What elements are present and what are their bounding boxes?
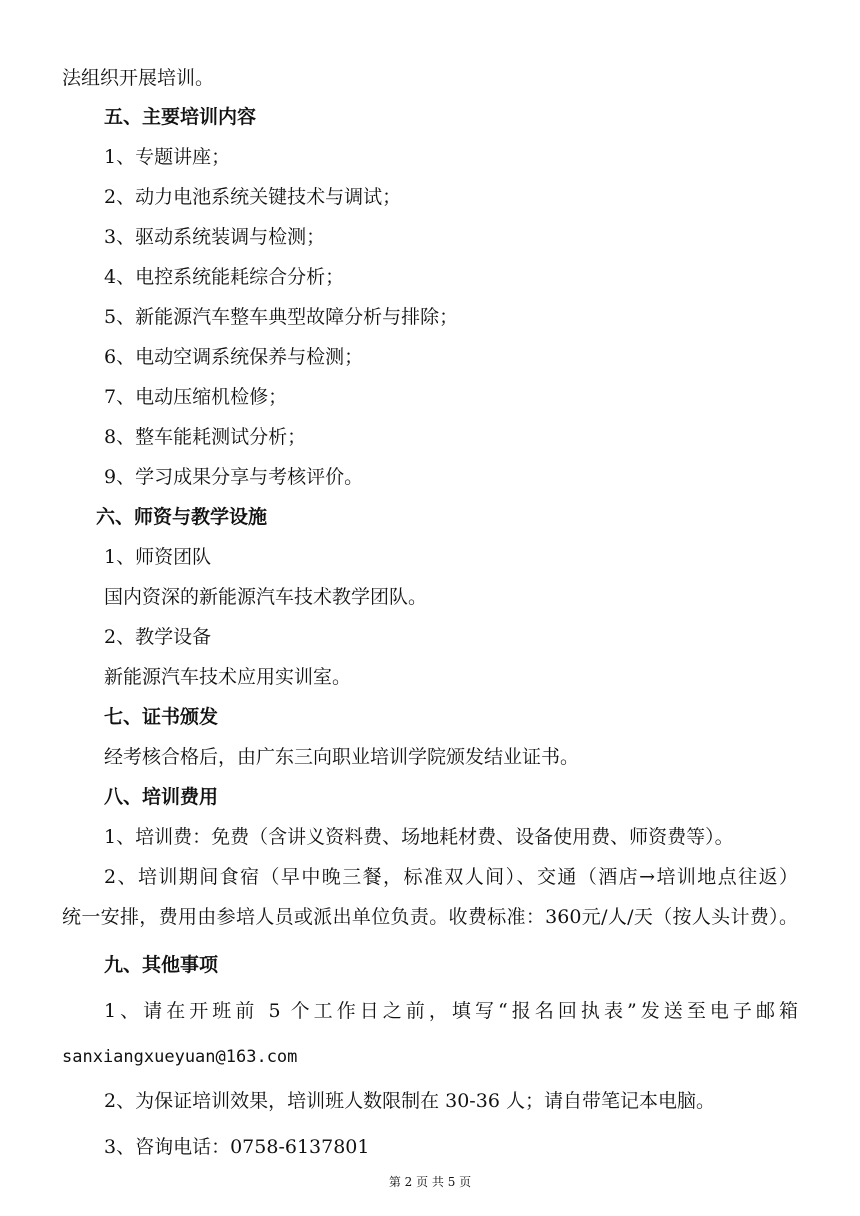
list-item: 6、电动空调系统保养与检测； <box>104 346 364 368</box>
list-item: 3、咨询电话：0758-6137801 <box>104 1136 370 1158</box>
paragraph: 新能源汽车技术应用实训室。 <box>104 666 352 688</box>
list-item: 4、电控系统能耗综合分析； <box>104 266 345 288</box>
section-heading-9: 九、其他事项 <box>104 954 219 976</box>
list-item: 1、请在开班前 5 个工作日之前，填写“报名回执表”发送至电子邮箱 <box>104 1000 798 1022</box>
list-item: 9、学习成果分享与考核评价。 <box>104 466 364 488</box>
list-item: 3、驱动系统装调与检测； <box>104 226 326 248</box>
section-heading-5: 五、主要培训内容 <box>104 106 257 128</box>
section-heading-7: 七、证书颁发 <box>104 706 219 728</box>
list-item: 2、培训期间食宿（早中晚三餐，标准双人间）、交通（酒店→培训地点往返） <box>104 866 798 888</box>
list-item: 8、整车能耗测试分析； <box>104 426 307 448</box>
section-heading-8: 八、培训费用 <box>104 786 219 808</box>
section-heading-6: 六、师资与教学设施 <box>96 506 268 528</box>
email-address: sanxiangxueyuan@163.com <box>62 1047 298 1067</box>
list-item: 7、电动压缩机检修； <box>104 386 288 408</box>
list-item: 1、师资团队 <box>104 546 212 568</box>
list-item: 1、专题讲座； <box>104 146 231 168</box>
list-item: 5、新能源汽车整车典型故障分析与排除； <box>104 306 459 328</box>
page-number-footer: 第 2 页 共 5 页 <box>388 1175 472 1189</box>
list-item: 1、培训费：免费（含讲义资料费、场地耗材费、设备使用费、师资费等）。 <box>104 826 734 848</box>
paragraph: 国内资深的新能源汽车技术教学团队。 <box>104 586 428 608</box>
list-item: 2、动力电池系统关键技术与调试； <box>104 186 402 208</box>
list-item: 2、教学设备 <box>104 626 212 648</box>
paragraph-continuation: 法组织开展培训。 <box>62 67 215 89</box>
paragraph: 经考核合格后，由广东三向职业培训学院颁发结业证书。 <box>104 746 580 768</box>
list-item: 2、为保证培训效果，培训班人数限制在 30-36 人；请自带笔记本电脑。 <box>104 1090 715 1112</box>
paragraph-continuation: 统一安排，费用由参培人员或派出单位负责。收费标准：360元/人/天（按人头计费）。 <box>62 906 798 928</box>
